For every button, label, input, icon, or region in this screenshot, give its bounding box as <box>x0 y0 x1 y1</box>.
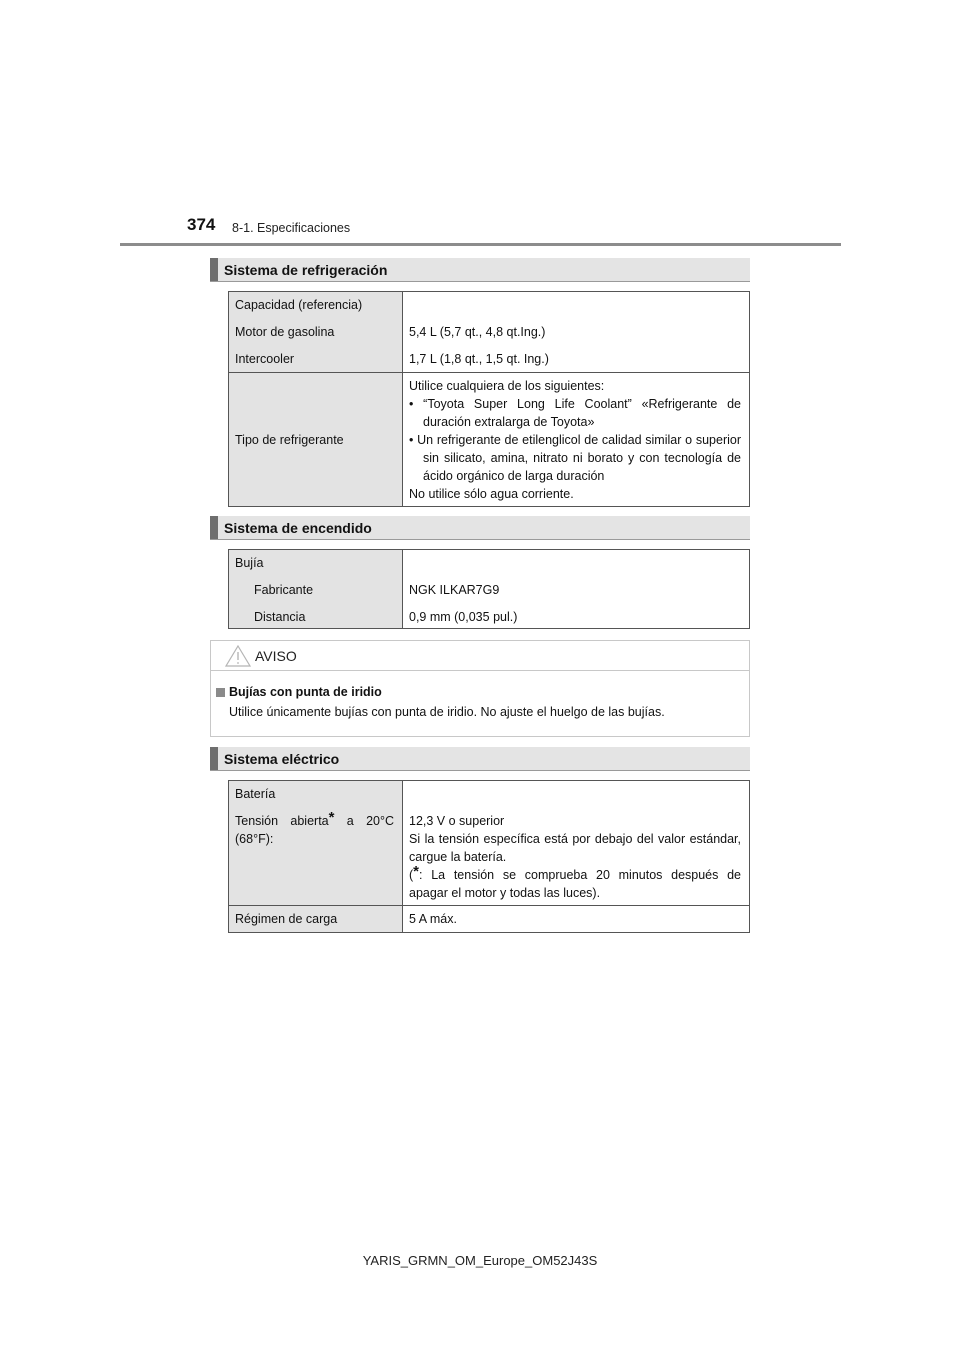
table-cell-value <box>403 906 750 933</box>
section-heading-ignition <box>210 516 750 540</box>
table-row <box>229 373 750 507</box>
coolant-option-2: • Un refrigerante de etilenglicol de calidad similar o superior sin silicato, amina, nitrato ni borato y con tecnología de ácido orgánico de larga duración <box>409 433 741 483</box>
table-cell-value <box>403 292 750 373</box>
voltage-value: 12,3 V o superior <box>409 814 505 828</box>
chapter-title: 8-1. Especificaciones <box>232 221 351 235</box>
table-row <box>229 781 750 906</box>
coolant-intro: Utilice cualquiera de los siguientes: <box>409 379 605 393</box>
charge-rate-label: Régimen de carga <box>235 912 338 926</box>
manufacturer-label: Fabricante <box>254 583 314 597</box>
coolant-note: No utilice sólo agua corriente. <box>409 487 574 501</box>
warning-title: AVISO <box>255 648 297 664</box>
electrical-spec-table <box>228 780 750 933</box>
section-heading-bar <box>210 516 218 539</box>
coolant-type-label: Tipo de refrigerante <box>235 432 344 447</box>
manufacturer-value: NGK ILKAR7G9 <box>409 583 500 597</box>
voltage-note: Si la tensión específica está por debajo del valor estándar, cargue la batería. <box>409 832 741 864</box>
section-heading-bar <box>210 258 218 281</box>
warning-item-title: Bujías con punta de iridio <box>229 685 382 699</box>
gasoline-value: 5,4 L (5,7 qt., 4,8 qt.Ing.) <box>409 325 546 339</box>
section-heading-label: Sistema eléctrico <box>224 751 340 767</box>
table-cell-key <box>229 550 403 629</box>
battery-label: Batería <box>235 787 276 801</box>
asterisk-footnote-mark: * <box>413 863 420 880</box>
table-row <box>229 292 750 373</box>
table-cell-key <box>229 906 403 933</box>
section-heading-label: Sistema de encendido <box>224 520 372 536</box>
warning-box <box>210 640 750 737</box>
coolant-option-1: • “Toyota Super Long Life Coolant” «Refrigerante de duración extralarga de Toyota» <box>409 397 741 429</box>
table-row <box>229 906 750 933</box>
section-heading-label: Sistema de refrigeración <box>224 262 388 278</box>
section-heading-electrical <box>210 747 750 771</box>
footer-doc-code: YARIS_GRMN_OM_Europe_OM52J43S <box>362 1253 598 1268</box>
voltage-label: Tensión abierta* a 20°C (68°F): <box>235 809 395 846</box>
section-heading-bar <box>210 747 218 770</box>
warning-item-text: Utilice únicamente bujías con punta de iridio. No ajuste el huelgo de las bujías. <box>229 705 665 719</box>
spark-plug-label: Bujía <box>235 556 264 570</box>
table-cell-key <box>229 373 403 507</box>
section-heading-cooling <box>210 258 750 282</box>
warning-triangle-icon <box>225 645 251 672</box>
cooling-spec-table <box>228 291 750 507</box>
gap-label: Distancia <box>254 610 306 624</box>
capacity-label: Capacidad (referencia) <box>235 298 363 312</box>
ignition-spec-table <box>228 549 750 629</box>
gap-value: 0,9 mm (0,035 pul.) <box>409 610 518 624</box>
table-cell-value <box>403 781 750 906</box>
warning-header <box>211 641 749 671</box>
page-number: 374 <box>187 215 216 234</box>
bullet-square-icon <box>216 688 225 697</box>
intercooler-value: 1,7 L (1,8 qt., 1,5 qt. Ing.) <box>409 352 549 366</box>
table-cell-value <box>403 373 750 507</box>
intercooler-label: Intercooler <box>235 352 295 366</box>
gasoline-label: Motor de gasolina <box>235 325 335 339</box>
table-row <box>229 550 750 629</box>
table-cell-key <box>229 292 403 373</box>
table-cell-value <box>403 550 750 629</box>
table-cell-key <box>229 781 403 906</box>
header-rule <box>120 243 841 246</box>
voltage-footnote: (*: La tensión se comprueba 20 minutos después de apagar el motor y todas las luces). <box>409 863 741 900</box>
asterisk-footnote-mark: * <box>328 809 335 826</box>
charge-rate-value: 5 A máx. <box>409 912 457 926</box>
